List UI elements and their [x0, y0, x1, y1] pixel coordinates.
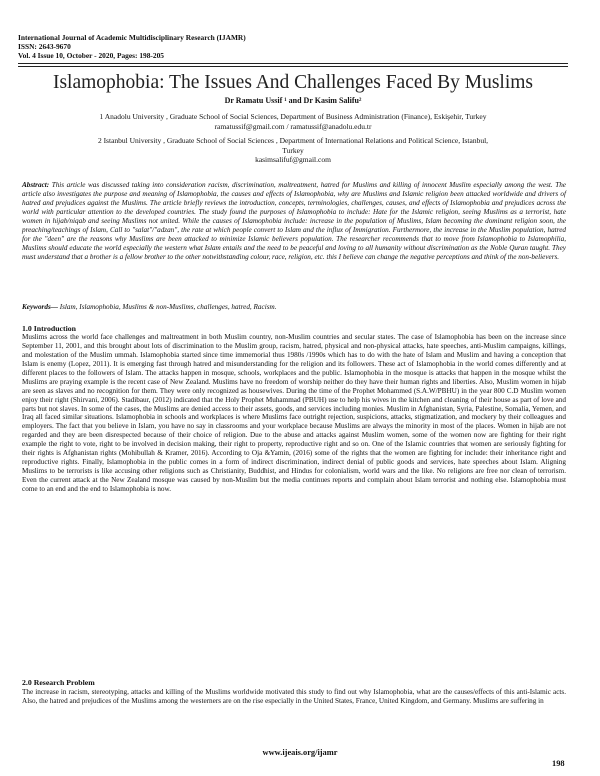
footer-url[interactable]: www.ijeais.org/ijamr — [262, 748, 338, 757]
abstract-text: This article was discussed taking into consideration racism, discrimination, maltreatment, hatred for Muslims and killing of innocent Muslim especially among the west. The article also investigates the purpose and meaning of Islamophobia, the causes and effects of Islamophobia, why are Muslims and Islamic religion been attacked worldwide and drivers of hatred and prejudices against the Muslims. The article briefly reviews the introduction, concepts, terminologies, challenges, causes, and effects of Islamophobia and prejudices across the world with particular attention to the developed countries. The study found the purposes of Islamophobia to include: Hate for the Islamic religion, seeing Muslims as a terrorist, hate women in hijab/niqab and seeing Muslims not united. While the causes of Islamophobia include: increase in the population of Muslims, Islam becoming the dominant religion soon, the preaching/teachings of Islam, Call to "salat"/"adzan", the rate at which people convert to Islam and the influx of Immigration. Furthermore, the increase in the Muslim population, hatred for the "deen" are the reasons why Muslims are been attacked to minimize Islamic believers population. The researcher recommends that to move from Islamophobia to Islamophilia, Muslims should educate the world especially the western what Islam entails and the need to be peaceful and loving to all humanity without discrimination as the Noble Quran taught. They must understand that a brother is a fellow brother to the other notwithstanding colour, race, religion, etc. this I believe can change the negative perceptions and think of the non-believers. — [22, 181, 566, 261]
research-problem-body: The increase in racism, stereotyping, attacks and killing of the Muslims worldwide motivated this study to find out why Islamophobia, what are the causes/effects of this anti-Islamic acts. Also, the hatred and prejudices of the Muslims among the westerners are on the rise especially in the United States, France, United Kingdom, and Germany. Muslims are suffering in — [22, 688, 566, 705]
affiliation-2-text: 2 Istanbul University , Graduate School of Social Sciences , Department of International Relations and Political Science, Istanbul, — [97, 136, 489, 145]
introduction-body: Muslims across the world face challenges and maltreatment in both Muslim country, non-Muslim countries and secular states. The case of Islamophobia has been on the increase since September 11, 2001, and this brought about lots of discrimination to the Muslim group, racism, hatred, physical and non-physical attacks, hate speeches, anti-Muslim campaigns, killings, and molestation of the Muslim ummah. Islamophobia started since time immemorial thus 1980s /1990s which has to do with the hate of Islam and Muslim and having a conception that Islam is enemy (Lopez, 2011). It is emerging fast through hatred and misunderstanding for the religion and its followers. These act of Islamophobia in the world comes differently and at different places to the followers of Islam. The attacks happen in mosque, schools, workplaces and the public. Islamophobia in the mosque is attacks that happen in the mosque whilst the Muslims are praying example is the recent case of New Zealand. Muslims have no freedom of worship neither do they have their human rights and liberties. Also, Muslim women in hijab are seen as slaves and no recognition for them. They were only recognized as housewives. During the time of the Prophet Mohammed (S.A.W/PBHU) in the year 800 C.D Muslim women enjoy their right (Shirvani, 2006). Stadibaur, (2012) indicated that the Holy Prophet Muhammad (PBUH) use to help his wives in the kitchen and cleaning of their house as part of love and parts but not slaves. In some of the cases, the Muslims are denied access to their assets, goods, and services including monies. Muslim in Afghanistan, Syria, Palestine, Somalia, Yemen, and Iraq all faced similar situations. Islamophobia in schools and workplaces is where Muslims face outright rejection, suspicions, attacks, stigmatization, and mockery by their colleagues and employers. The fact that you believe in Islam, you have no say in classrooms and your workplace because Muslims are always the minority in most of the places. Women in hijab are not regarded and they are been disrespected because of their choice of religion. Due to the abuse and attacks against Muslim women, some of the women now are fighting for their right example the right to vote, right to be involved in decision making, their right to property, reproductive right and so on. One of the Islamic countries that women are seriously fighting for their rights is Afghanistan rights (Mohibullah & Kramer, 2016). According to Oja &Yamin, (2016) some of the rights that the women are fighting for include: their inheritance right and reproductive rights. Finally, Islamophobia in the public comes in a form of indirect discrimination, indirect denial of public goods and services, hate speeches about Islam. Aligning Muslims to be terrorists is like accusing other religions such as Christianity, Buddhist, and Hindus for colonialism, world wars and the like. No religions are free nor clean of terrorism. Even the current attack at the New Zealand mosque was caused by non-Muslim but the media continues reports and complain about Islam terrorist and nothing else. Islamophobia must come to an end and the end to Islamophobia is now. — [22, 333, 566, 493]
journal-name: International Journal of Academic Multidisciplinary Research (IJAMR) — [18, 33, 246, 42]
abstract — [22, 181, 566, 261]
affiliation-1 — [26, 112, 560, 131]
affiliation-1-email: ramatussif@gmail.com / ramatussif@anadolu.edu.tr — [214, 121, 372, 131]
journal-volume: Vol. 4 Issue 10, October - 2020, Pages: 198-205 — [18, 51, 164, 61]
affiliation-2 — [26, 136, 560, 165]
section-heading-research-problem: 2.0 Research Problem — [22, 678, 95, 687]
affiliation-2-country: Turkey — [282, 145, 304, 155]
affiliation-2-email: kasimsalifuf@gmail.com — [255, 155, 331, 165]
author-line: Dr Ramatu Ussif ¹ and Dr Kasim Salifu² — [224, 96, 362, 105]
page-number: 198 — [552, 759, 565, 768]
header-rule — [18, 63, 568, 64]
header-rule-lower — [18, 66, 568, 67]
abstract-label: Abstract: — [22, 181, 50, 189]
paper-title: Islamophobia: The Issues And Challenges Faced By Muslims — [52, 72, 534, 93]
keywords-text: Islam, Islamophobia, Muslims & non-Muslims, challenges, hatred, Racism. — [57, 303, 277, 311]
keywords — [22, 303, 566, 312]
affiliation-1-text: 1 Anadolu University , Graduate School of Social Sciences, Department of Business Administration (Finance), Eskişehir, Turkey — [99, 112, 487, 121]
keywords-label: Keywords— — [22, 303, 58, 311]
journal-issn: ISSN: 2643-9670 — [18, 42, 71, 52]
journal-header — [18, 33, 558, 60]
section-heading-introduction: 1.0 Introduction — [22, 324, 77, 333]
